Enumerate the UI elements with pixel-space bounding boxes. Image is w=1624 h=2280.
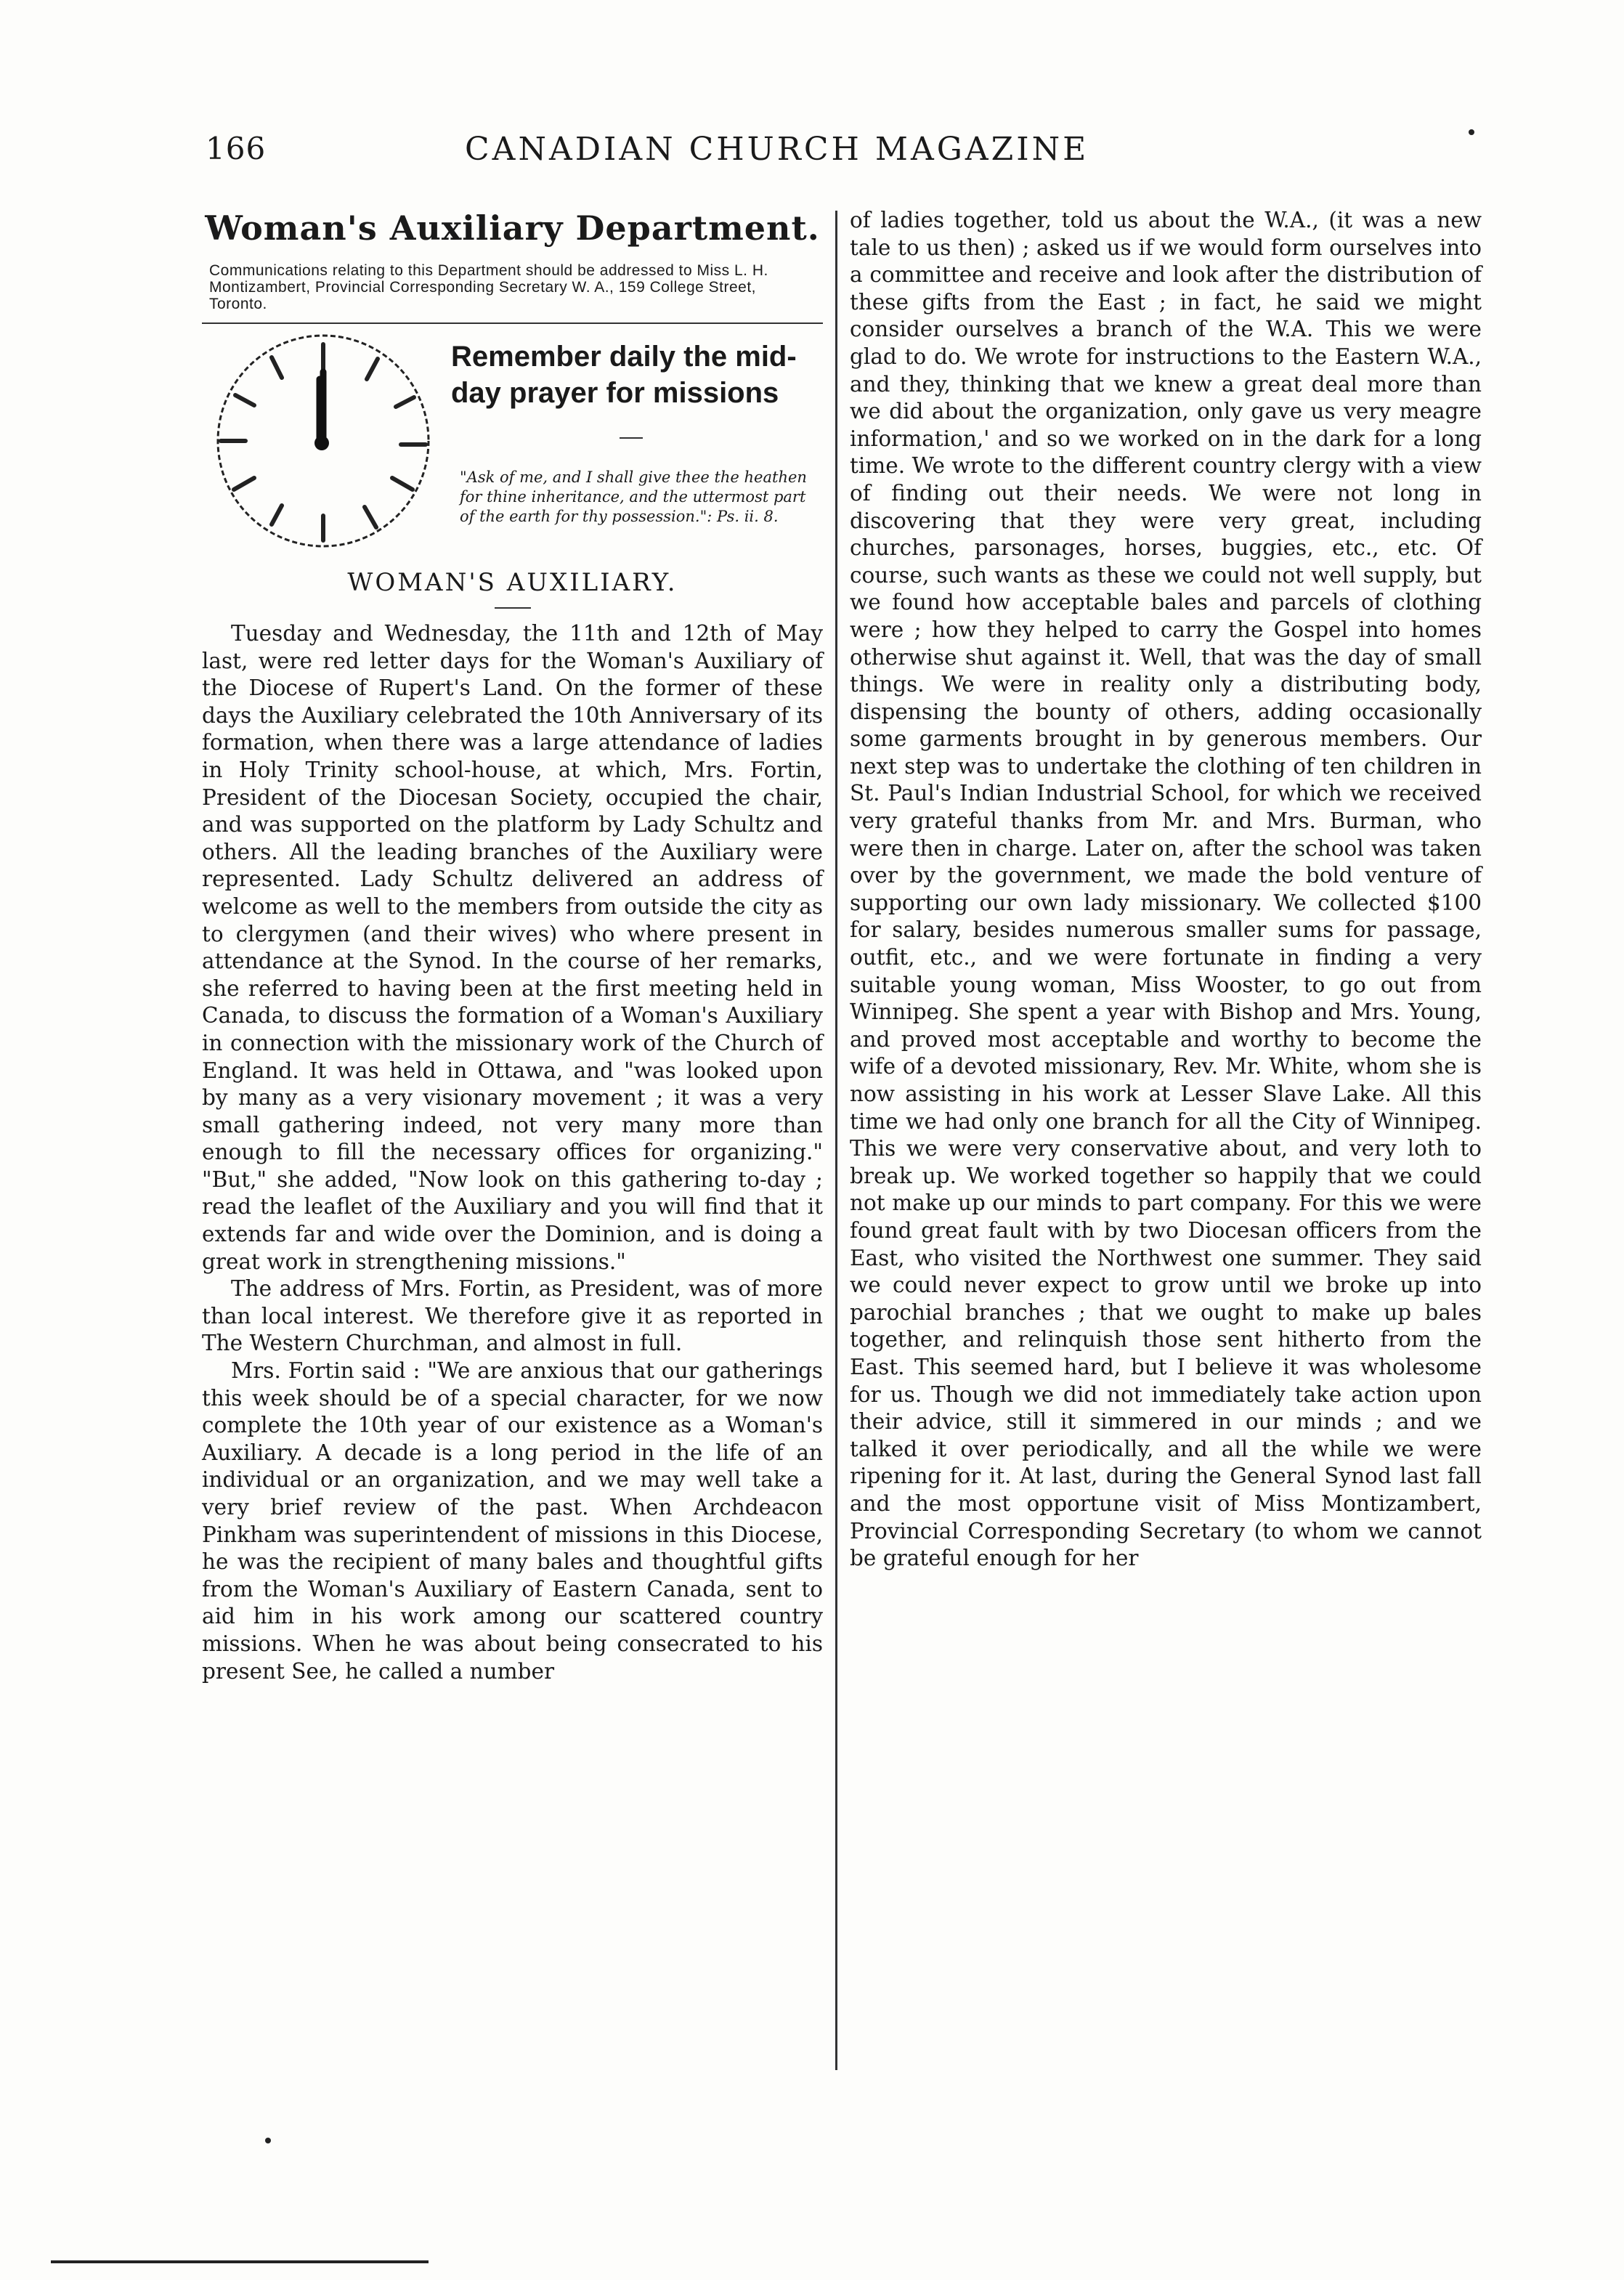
reminder-dash bbox=[620, 437, 643, 439]
column-divider bbox=[835, 211, 837, 2070]
left-column bbox=[202, 207, 823, 1685]
prayer-reminder: Remember daily the mid-day prayer for missions bbox=[451, 341, 797, 409]
paragraph: Mrs. Fortin said : "We are anxious that our gatherings this week should be of a special character, for we now complete the 10th year of our existence as a Woman's Auxiliary. A decade is a long period in the life of an individual or an organization, and we may well take a very brief review of the past. When Archdeacon Pinkham was superintendent of missions in this Diocese, he was the recipient of many bales and thoughtful gifts from the Woman's Auxiliary of Eastern Canada, sent to aid him in his work among our scattered country missions. When he was about being consecrated to his present See, he called a number bbox=[202, 1358, 823, 1684]
page-number: 166 bbox=[206, 131, 267, 166]
footer-rule bbox=[51, 2260, 429, 2263]
paragraph: Tuesday and Wednesday, the 11th and 12th of May last, were red letter days for the Woman's Auxiliary of the Diocese of Rupert's Land. On the former of these days the Auxiliary celebrated the 10th Anniversary of its formation, when there was a large attendance of ladies in Holy Trinity school-house, at which, Mrs. Fortin, President of the Diocesan Society, occupied the chair, and was supported on the platform by Lady Schultz and others. All the leading branches of the Auxiliary were represented. Lady Schultz delivered an address of welcome as well to the members from outside the city as to clergymen (and their wives) who where present in attendance at the Synod. In the course of her remarks, she referred to having been at the first meeting held in Canada, to discuss the formation of a Woman's Auxiliary in connection with the missionary work of the Church of England. It was held in Ottawa, and "was looked upon by many as a very visionary movement ; it was a very small gathering indeed, not very many more than enough to fill the necessary offices for organizing." "But," she added, "Now look on this gathering to-day ; read the leaflet of the Auxiliary and you will find that it extends far and wide over the Dominion, and is doing a great work in strengthening missions." bbox=[202, 621, 823, 1274]
header-dot bbox=[1469, 129, 1474, 135]
section-title: Woman's Auxiliary Department. bbox=[205, 208, 820, 248]
correspondence-notice: Communications relating to this Department should be addressed to Miss L. H. Montizambert, Provincial Corresponding Secretary W. A., 159 College Street, Toronto. bbox=[209, 262, 768, 312]
article-left-text bbox=[202, 620, 823, 1685]
article-right-text bbox=[850, 207, 1482, 1573]
prayer-block bbox=[202, 328, 823, 575]
running-title: CANADIAN CHURCH MAGAZINE bbox=[465, 131, 1089, 168]
footer-dot bbox=[265, 2138, 271, 2143]
notice-rule bbox=[202, 322, 823, 324]
paragraph: of ladies together, told us about the W.A., (it was a new tale to us then) ; asked us if we would form ourselves into a committee and receive and look after the distribution of these gifts from the East ; in fact, he said we might consider ourselves a branch of the W.A. This we were glad to do. We wrote for instructions to the Eastern W.A., and they, thinking that we knew a great deal more than we did about the organization, only gave us very meagre information,' and so we worked on in the dark for a long time. We wrote to the different country clergy with a view of finding out their needs. We were not long in discovering that they were very great, including churches, parsonages, horses, buggies, etc., etc. Of course, such wants as these we could not well supply, but we found how acceptable bales and parcels of clothing were ; how they helped to carry the Gospel into homes otherwise shut against it. Well, that was the day of small things. We were in reality only a distributing body, dispensing the bounty of others, adding occasionally some garments brought in by generous members. Our next step was to undertake the clothing of ten children in St. Paul's Indian Industrial School, for which we received very grateful thanks from Mr. and Mrs. Burman, who were then in charge. Later on, after the school was taken over by the government, we made the bold venture of supporting our own lady missionary. We collected $100 for salary, besides numerous smaller sums for passage, outfit, etc., and we were fortunate in finding a very suitable young woman, Miss Wooster, to go out from Winnipeg. She spent a year with Bishop and Mrs. Young, and proved most acceptable and worthy to become the wife of a devoted missionary, Rev. Mr. White, whom she is now assisting in his work at Lesser Slave Lake. All this time we had only one branch for all the City of Winnipeg. This we were very conservative about, and very loth to break up. We worked together so happily that we could not make up our minds to part company. For this we were found great fault with by two Diocesan officers from the East, who visited the Northwest one summer. They said we could never expect to grow until we broke up into parochial branches ; that we ought to make up bales together, and relinquish those sent hitherto from the East. This seemed hard, but I believe it was wholesome for us. Though we did not immediately take action upon their advice, still it simmered in our minds ; and we talked it over periodically, and all the while we were ripening for it. At last, during the General Synod last fall and the most opportune visit of Miss Montizambert, Provincial Corresponding Secretary (to whom we cannot be grateful enough for her bbox=[850, 208, 1482, 1571]
right-column bbox=[850, 207, 1482, 1573]
heading-dash bbox=[495, 607, 531, 609]
paragraph: The address of Mrs. Fortin, as President, was of more than local interest. We therefore give it as reported in The Western Churchman, and almost in full. bbox=[202, 1276, 823, 1356]
clock-icon bbox=[211, 328, 436, 553]
article-heading: WOMAN'S AUXILIARY. bbox=[347, 568, 678, 597]
scripture-verse: "Ask of me, and I shall give thee the heathen for thine inheritance, and the uttermost part of the earth for thy possession.": Ps. ii. 8. bbox=[460, 468, 807, 525]
